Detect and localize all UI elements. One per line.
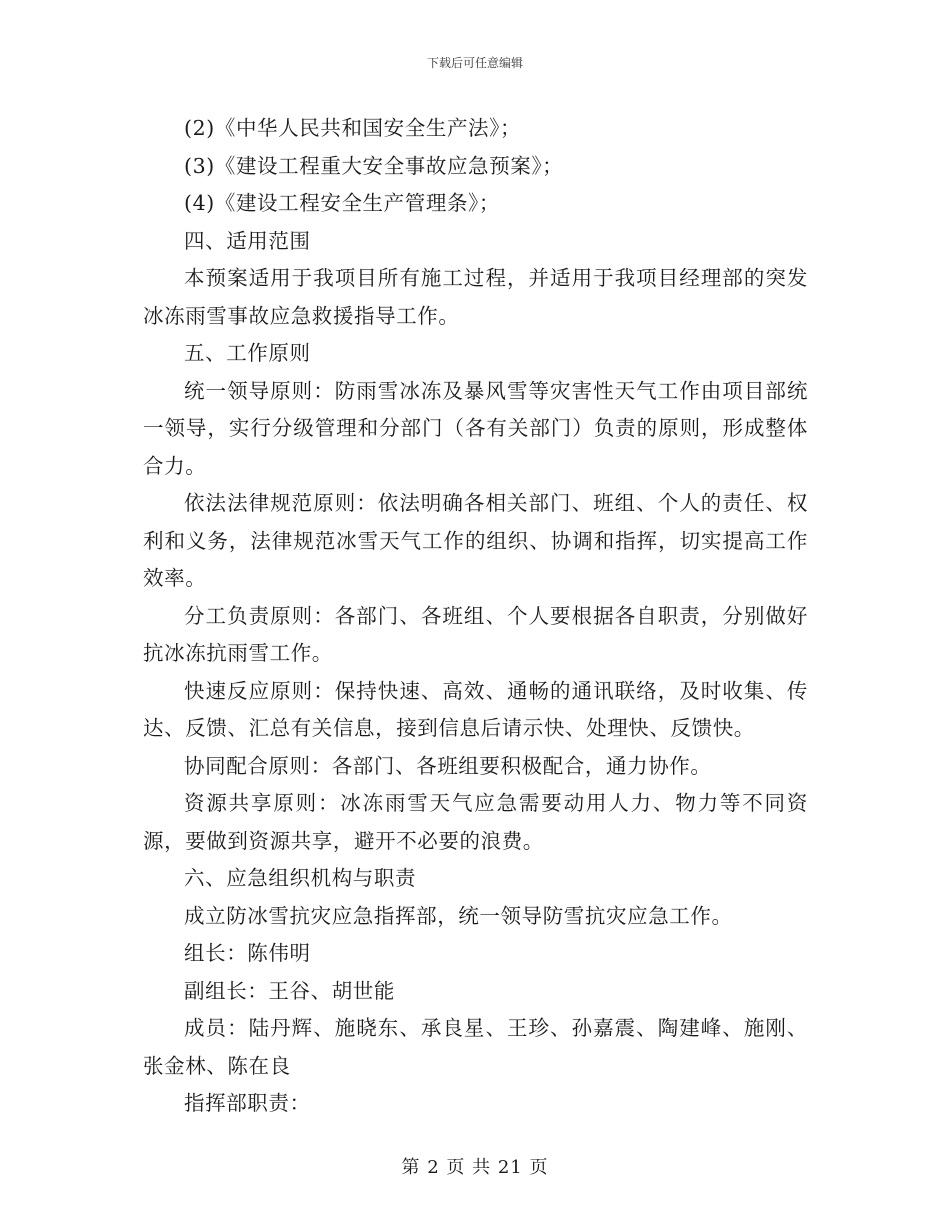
section-heading-organization: 六、应急组织机构与职责 [184, 866, 417, 890]
paragraph-resource-sharing: 资源共享原则：冰冻雨雪天气应急需要动用人力、物力等不同资源，要做到资源共享，避开不必要的浪费。 [143, 791, 808, 853]
page-number-footer: 第 2 页 共 21 页 [401, 1157, 549, 1178]
paragraph-rapid-response: 快速反应原则：保持快速、高效、通畅的通讯联络，及时收集、传达、反馈、汇总有关信息，接到信息后请示快、处理快、反馈快。 [143, 678, 808, 740]
paragraph-scope: 本预案适用于我项目所有施工过程，并适用于我项目经理部的突发冰冻雨雪事故应急救援指导工作。 [143, 266, 808, 328]
paragraph-division-of-labor: 分工负责原则：各部门、各班组、个人要根据各自职责，分别做好抗冰冻抗雨雪工作。 [143, 603, 808, 665]
paragraph-law-2: (2)《中华人民共和国安全生产法》； [184, 116, 522, 140]
paragraph-team-leader: 组长：陈伟明 [184, 941, 311, 965]
section-heading-scope: 四、适用范围 [184, 228, 311, 253]
paragraph-deputy-leaders: 副组长：王谷、胡世能 [184, 978, 395, 1003]
paragraph-command-setup: 成立防冰雪抗灾应急指挥部，统一领导防雪抗灾应急工作。 [184, 903, 733, 928]
paragraph-command-duties: 指挥部职责： [184, 1091, 311, 1115]
paragraph-law-3: (3)《建设工程重大安全事故应急预案》； [184, 153, 564, 178]
document-body [143, 110, 808, 1123]
paragraph-law-4: (4)《建设工程安全生产管理条》； [184, 191, 500, 215]
paragraph-coordination: 协同配合原则：各部门、各班组要积极配合，通力协作。 [184, 753, 712, 778]
section-heading-principles: 五、工作原则 [184, 341, 311, 365]
paragraph-unified-leadership: 统一领导原则：防雨雪冰冻及暴风雪等灾害性天气工作由项目部统一领导，实行分级管理和分部门（各有关部门）负责的原则，形成整体合力。 [143, 378, 808, 478]
paragraph-legal-norms: 依法法律规范原则：依法明确各相关部门、班组、个人的责任、权利和义务，法律规范冰雪天气工作的组织、协调和指挥，切实提高工作效率。 [143, 491, 808, 590]
page-header: 下载后可任意编辑 [426, 56, 523, 70]
paragraph-members: 成员：陆丹辉、施晓东、承良星、王珍、孙嘉震、陶建峰、施刚、张金林、陈在良 [143, 1016, 808, 1078]
